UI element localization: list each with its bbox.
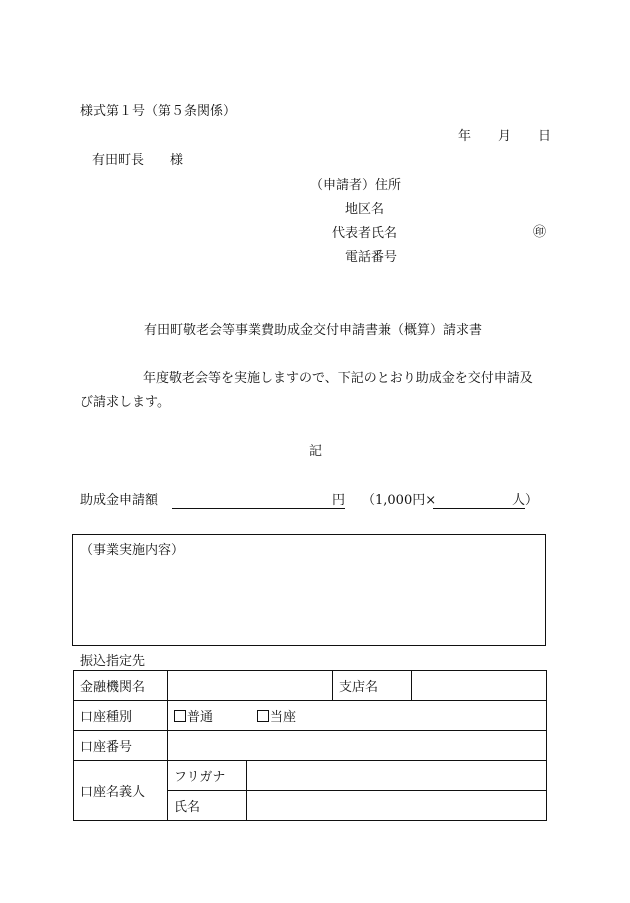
furigana-label: フリガナ — [168, 761, 247, 791]
account-number-field[interactable] — [168, 731, 547, 761]
holder-name-field[interactable] — [247, 791, 547, 821]
bank-name-label: 金融機関名 — [74, 671, 168, 701]
table-row — [74, 761, 547, 791]
bank-account-table — [73, 670, 547, 821]
checking-label: 当座 — [270, 710, 297, 725]
people-unit: 人） — [512, 493, 539, 508]
document-title: 有田町敬老会等事業費助成金交付申請書兼（概算）請求書 — [144, 323, 483, 338]
body-text-line-1: 年度敬老会等を実施しますので、下記のとおり助成金を交付申請及 — [143, 371, 533, 386]
table-row — [74, 701, 547, 731]
district-label: 地区名 — [345, 202, 385, 217]
date-year-label: 年 — [458, 129, 472, 144]
date-month-label: 月 — [498, 129, 512, 144]
table-row — [74, 731, 547, 761]
ordinary-checkbox[interactable] — [174, 710, 186, 722]
amount-yen-unit: 円 — [332, 493, 346, 508]
seal-mark: ㊞ — [533, 225, 547, 240]
branch-label: 支店名 — [333, 671, 412, 701]
ordinary-label: 普通 — [187, 710, 214, 725]
date-day-label: 日 — [538, 129, 552, 144]
form-number: 様式第１号（第５条関係） — [80, 104, 237, 119]
amount-calc-prefix: （1,000円× — [362, 493, 437, 508]
table-row — [74, 671, 547, 701]
content-box-label: （事業実施内容） — [80, 543, 185, 558]
representative-label: 代表者氏名 — [332, 226, 398, 241]
body-text-line-2: び請求します。 — [80, 395, 170, 410]
transfer-label: 振込指定先 — [80, 654, 146, 669]
checking-checkbox[interactable] — [257, 710, 269, 722]
holder-name-label: 氏名 — [168, 791, 247, 821]
content-box[interactable] — [72, 534, 546, 646]
honorific: 様 — [170, 153, 184, 168]
furigana-field[interactable] — [247, 761, 547, 791]
amount-label: 助成金申請額 — [80, 493, 159, 508]
ki-label: 記 — [309, 444, 323, 459]
account-holder-label: 口座名義人 — [74, 761, 168, 821]
account-type-label: 口座種別 — [74, 701, 168, 731]
addressee: 有田町長 — [92, 153, 145, 168]
amount-underline — [172, 508, 345, 509]
account-number-label: 口座番号 — [74, 731, 168, 761]
phone-label: 電話番号 — [345, 250, 398, 265]
bank-name-field[interactable] — [168, 671, 333, 701]
applicant-address-label: （申請者）住所 — [310, 178, 402, 193]
branch-field[interactable] — [412, 671, 547, 701]
account-type-field — [168, 701, 547, 731]
